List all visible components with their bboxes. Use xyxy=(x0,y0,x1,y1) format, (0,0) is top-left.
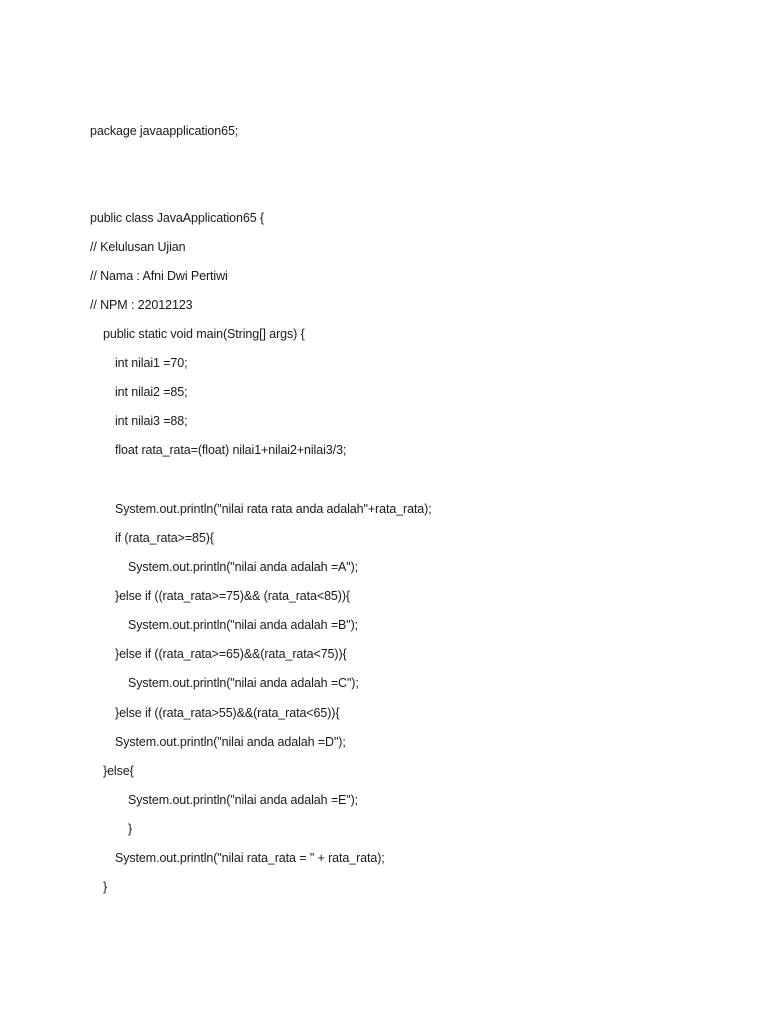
code-line-package: package javaapplication65; xyxy=(90,124,239,138)
code-line-class-declaration: public class JavaApplication65 { xyxy=(90,211,264,225)
code-line-else: }else{ xyxy=(103,764,134,778)
code-comment-title: // Kelulusan Ujian xyxy=(90,240,186,254)
code-line-println-average: System.out.println("nilai rata rata anda adalah"+rata_rata); xyxy=(115,502,432,516)
code-line-println-b: System.out.println("nilai anda adalah =B"); xyxy=(128,618,359,632)
code-line-nilai1: int nilai1 =70; xyxy=(115,356,188,370)
code-comment-npm: // NPM : 22012123 xyxy=(90,298,193,312)
code-line-close-main: } xyxy=(103,880,108,894)
code-comment-name: // Nama : Afni Dwi Pertiwi xyxy=(90,269,228,283)
code-line-nilai3: int nilai3 =88; xyxy=(115,414,188,428)
code-line-close-else: } xyxy=(128,822,133,836)
code-line-else-if-b: }else if ((rata_rata>=75)&& (rata_rata<85)){ xyxy=(115,589,350,603)
code-line-println-final: System.out.println("nilai rata_rata = " + rata_rata); xyxy=(115,851,385,865)
code-line-if-a: if (rata_rata>=85){ xyxy=(115,531,214,545)
code-line-rata-rata: float rata_rata=(float) nilai1+nilai2+nilai3/3; xyxy=(115,443,347,457)
code-line-nilai2: int nilai2 =85; xyxy=(115,385,188,399)
code-line-println-d: System.out.println("nilai anda adalah =D"); xyxy=(115,735,346,749)
code-line-else-if-d: }else if ((rata_rata>55)&&(rata_rata<65)){ xyxy=(115,706,340,720)
code-line-println-c: System.out.println("nilai anda adalah =C"); xyxy=(128,676,359,690)
code-line-main-method: public static void main(String[] args) { xyxy=(103,327,305,341)
code-line-println-a: System.out.println("nilai anda adalah =A"); xyxy=(128,560,359,574)
code-line-else-if-c: }else if ((rata_rata>=65)&&(rata_rata<75)){ xyxy=(115,647,347,661)
code-line-println-e: System.out.println("nilai anda adalah =E"); xyxy=(128,793,359,807)
